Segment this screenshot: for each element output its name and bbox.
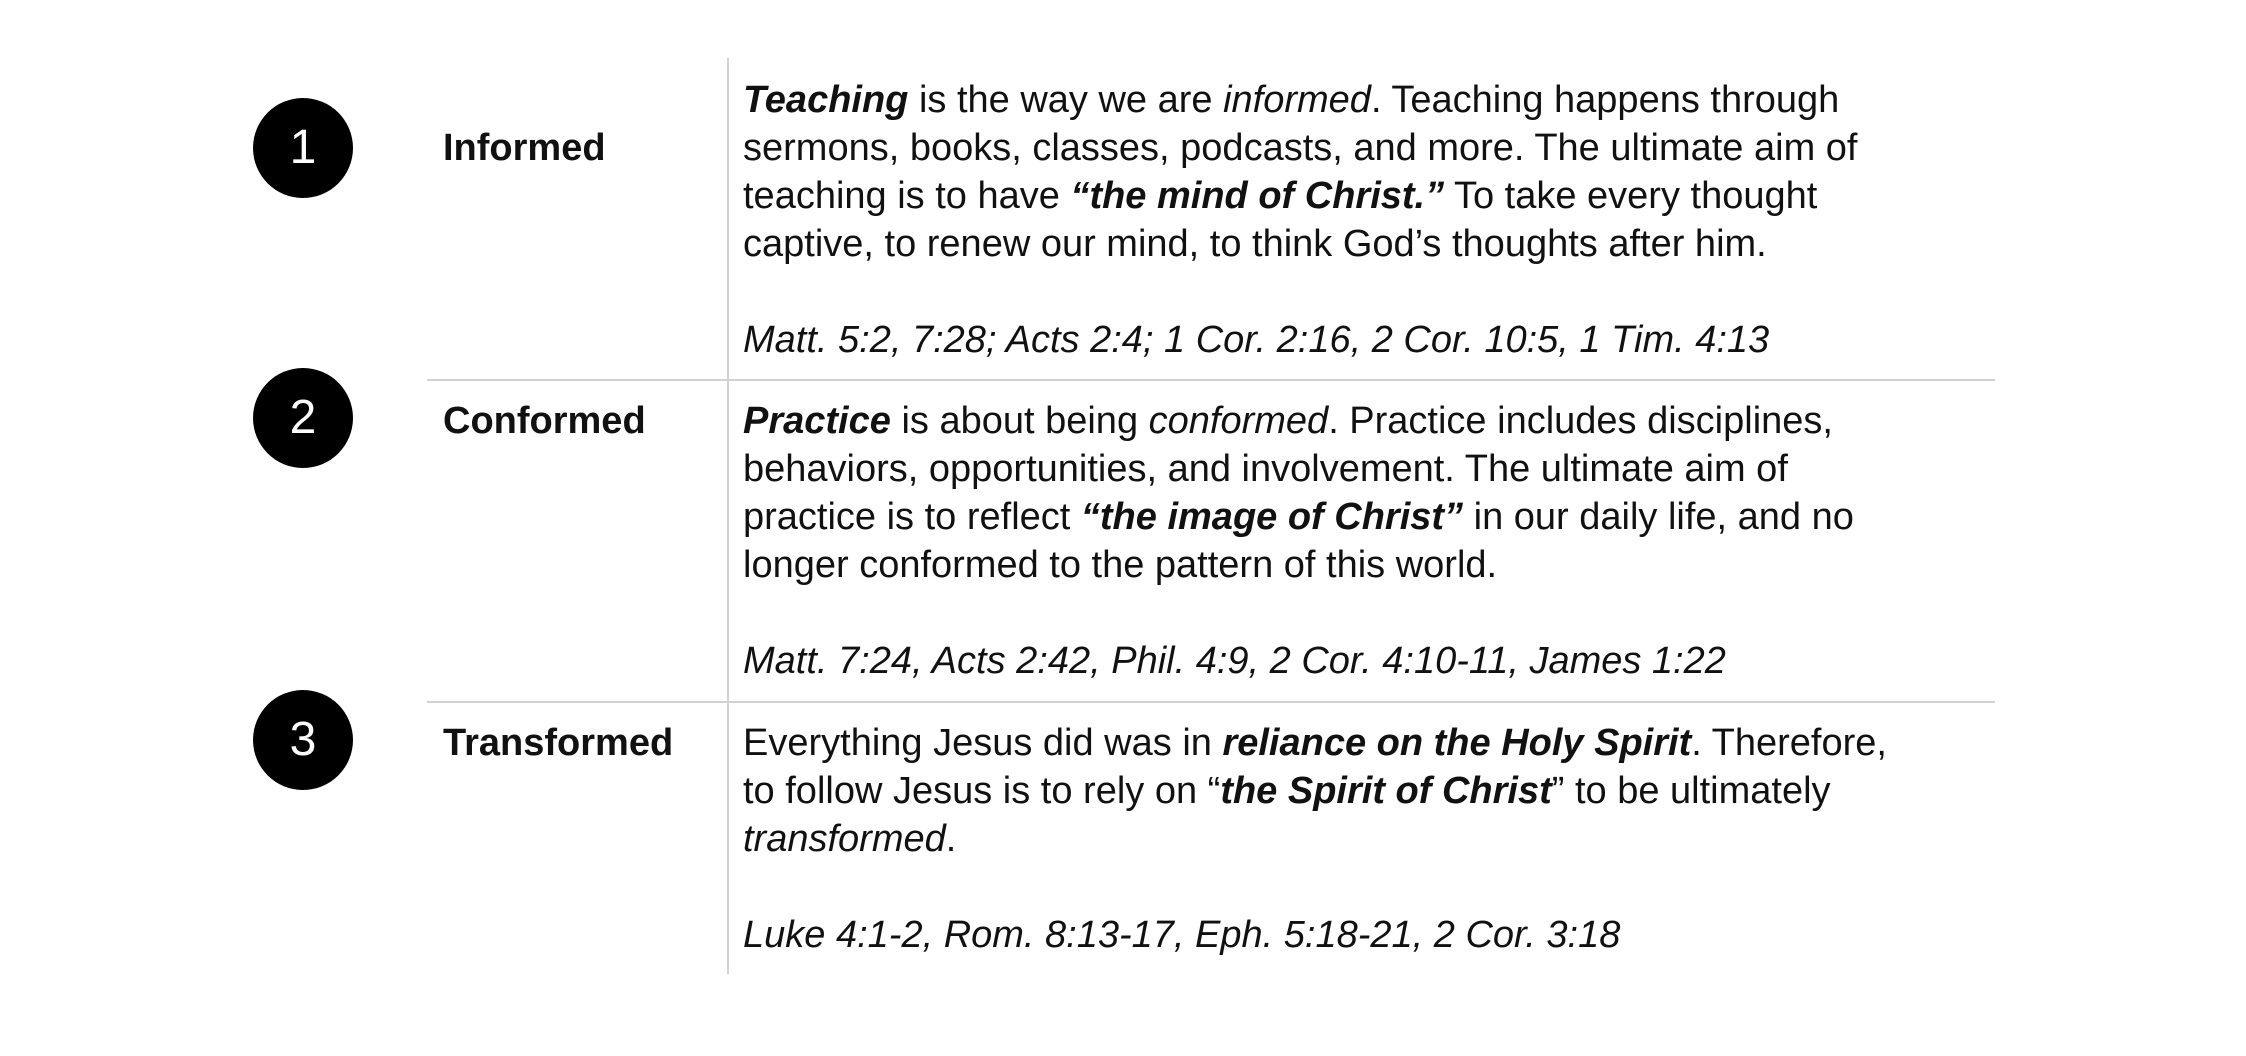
text-segment: . Practice includes disciplines,	[1328, 400, 1833, 442]
step-1-references: Matt. 5:2, 7:28; Acts 2:4; 1 Cor. 2:16, 2 Cor. 10:5, 1 Tim. 4:13	[743, 319, 1770, 361]
description-line	[743, 397, 1983, 445]
step-1-badge: 1	[253, 98, 353, 198]
text-segment: Practice	[743, 400, 891, 442]
text-segment: teaching is to have	[743, 175, 1071, 217]
text-segment: longer conformed to the pattern of this world.	[743, 544, 1498, 586]
description-line	[743, 220, 1983, 268]
text-segment: behaviors, opportunities, and involvement. The ultimate aim of	[743, 448, 1788, 490]
description-line	[743, 815, 1983, 863]
description-line	[743, 76, 1983, 124]
text-segment: the Spirit of Christ	[1220, 770, 1552, 812]
step-2-references: Matt. 7:24, Acts 2:42, Phil. 4:9, 2 Cor. 4:10-11, James 1:22	[743, 640, 1726, 682]
text-segment: .	[945, 818, 957, 860]
description-line	[743, 493, 1983, 541]
text-segment: in our daily life, and no	[1463, 496, 1854, 538]
text-segment: informed	[1223, 79, 1371, 121]
text-segment: conformed	[1148, 400, 1329, 442]
text-segment: reliance on the Holy Spirit	[1222, 722, 1692, 764]
text-segment: . Teaching happens through	[1370, 79, 1840, 121]
text-segment: . Therefore,	[1691, 722, 1887, 764]
description-line	[743, 445, 1983, 493]
step-2-description	[743, 397, 1983, 589]
text-segment: is about being	[890, 400, 1149, 442]
text-segment: “the mind of Christ.”	[1070, 175, 1445, 217]
step-3-references: Luke 4:1-2, Rom. 8:13-17, Eph. 5:18-21, 2 Cor. 3:18	[743, 914, 1621, 956]
description-line	[743, 767, 1983, 815]
text-segment: sermons, books, classes, podcasts, and more. The ultimate aim of	[743, 127, 1858, 169]
text-segment: to follow Jesus is to rely on “	[743, 770, 1221, 812]
text-segment: Teaching	[743, 79, 909, 121]
description-line	[743, 719, 1983, 767]
text-segment: “the image of Christ”	[1080, 496, 1464, 538]
step-1-label: Informed	[443, 127, 606, 169]
text-segment: practice is to reflect	[743, 496, 1081, 538]
description-line	[743, 172, 1983, 220]
step-2-label: Conformed	[443, 400, 646, 442]
description-line	[743, 124, 1983, 172]
description-line	[743, 541, 1983, 589]
step-3-badge: 3	[253, 690, 353, 790]
column-divider	[727, 58, 729, 974]
text-segment: To take every thought	[1444, 175, 1818, 217]
row-divider-2	[427, 701, 1995, 703]
row-divider-1	[427, 379, 1995, 381]
text-segment: transformed	[743, 818, 946, 860]
step-3-label: Transformed	[443, 722, 674, 764]
text-segment: ” to be ultimately	[1551, 770, 1831, 812]
text-segment: Everything Jesus did was in	[743, 722, 1223, 764]
step-3-description	[743, 719, 1983, 863]
text-segment: is the way we are	[908, 79, 1224, 121]
step-2-badge: 2	[253, 368, 353, 468]
step-1-description	[743, 76, 1983, 268]
text-segment: captive, to renew our mind, to think God’s thoughts after him.	[743, 223, 1767, 265]
